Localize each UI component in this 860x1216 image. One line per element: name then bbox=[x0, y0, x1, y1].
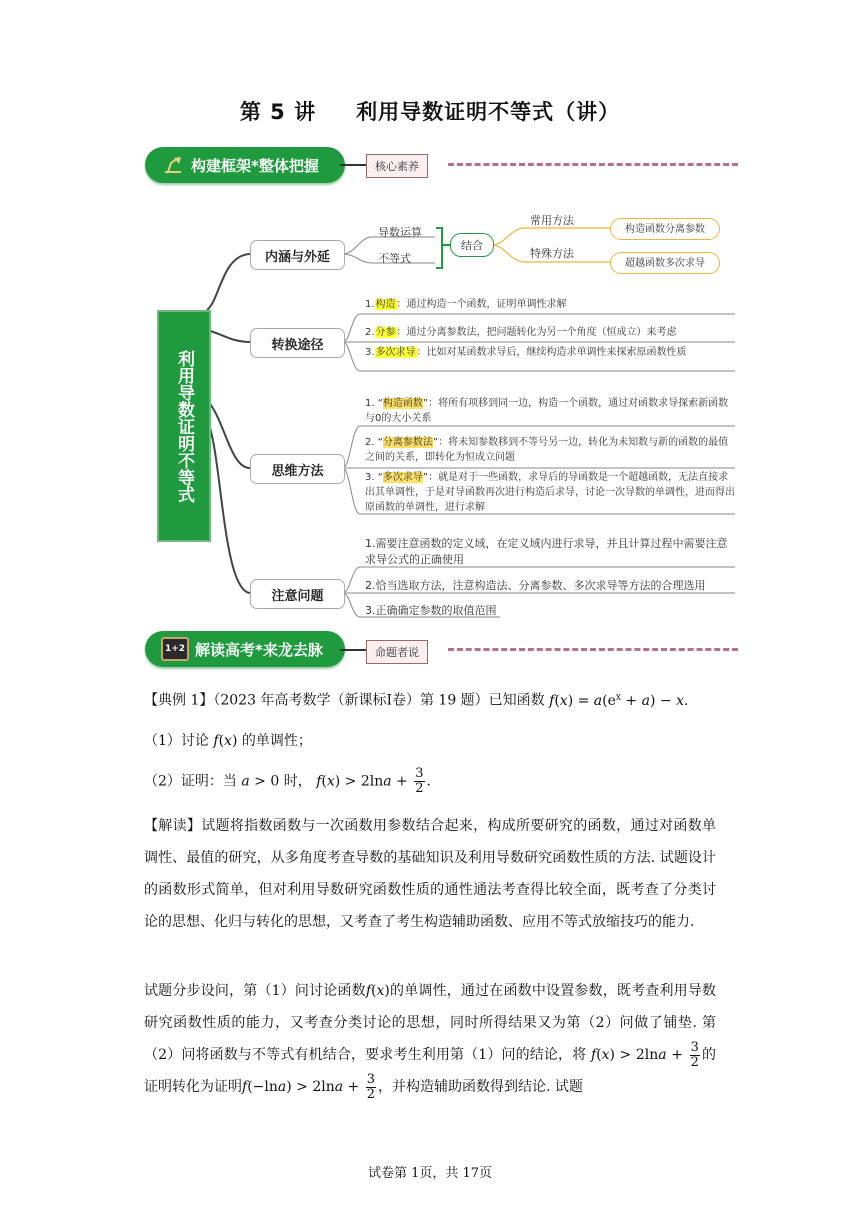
section-tag: 核心素养 bbox=[366, 154, 428, 178]
question-2: （2）证明：当 a > 0 时， f(x) > 2lna + $\frac{3}{2}$ . bbox=[144, 766, 431, 796]
page-footer: 试卷第 1页，共 17页 bbox=[367, 1166, 493, 1181]
caution-item-2: 2.恰当选取方法，注意构造法、分离参数、多次求导等方法的合理选用 bbox=[365, 579, 706, 592]
lecture-number: 第 5 讲 bbox=[239, 100, 317, 124]
dashed-divider bbox=[448, 648, 738, 651]
method-common-note: 构造函数分离参数 bbox=[610, 218, 720, 240]
sub-inequality: 不等式 bbox=[378, 252, 411, 265]
branch-conversion: 转换途径 bbox=[250, 328, 345, 358]
caution-item-1: 1.需要注意函数的定义域，在定义域内进行求导，并且计算过程中需要注意求导公式的正确使用 bbox=[365, 537, 728, 566]
blackboard-icon: 1+2 bbox=[161, 637, 189, 661]
branch-thinking: 思维方法 bbox=[250, 454, 345, 484]
thinking-item-3: 3. “多次求导”：就是对于一些函数，求导后的导函数是一个超越函数，无法直接求出其单调性，于是对导函数再次进行构造后求导，讨论一次导数的单调性，进而得出原函数的单调性，进行求解 bbox=[365, 472, 735, 513]
method-common: 常用方法 bbox=[530, 214, 574, 227]
branch-caution: 注意问题 bbox=[250, 579, 345, 609]
thinking-item-2: 2. “分离参数法”：将未知参数移到不等号另一边，转化为未知数与新的函数的最值之间的关系，即转化为恒成立问题 bbox=[365, 437, 729, 463]
sub-derivative-ops: 导数运算 bbox=[378, 226, 422, 239]
method-special: 特殊方法 bbox=[530, 247, 574, 260]
caution-item-3: 3.正确确定参数的取值范围 bbox=[365, 604, 497, 617]
example-statement: 【典例 1】（2023 年高考数学（新课标Ⅰ卷）第 19 题）已知函数 $f(x) = a(e^x + a) - x$. bbox=[144, 692, 689, 709]
section-title: 构建框架*整体把握 bbox=[191, 156, 319, 175]
function-formula: $f(x) = a(e^x + a) - x$. bbox=[549, 692, 689, 709]
conversion-item-1: 1.构造：通过构造一个函数，证明单调性求解 bbox=[365, 299, 567, 310]
lecture-name: 利用导数证明不等式（讲） bbox=[356, 100, 621, 124]
thinking-item-1: 1. “构造函数”：将所有项移到同一边，构造一个函数，通过对函数求导探索新函数与0的大小关系 bbox=[365, 398, 729, 424]
mindmap-root: 利用导数证明不等式 bbox=[157, 310, 211, 542]
join-node: 结合 bbox=[450, 233, 494, 257]
branch-connotation: 内涵与外延 bbox=[250, 240, 345, 270]
section-tag: 命题者说 bbox=[366, 640, 428, 664]
question-1: （1）讨论 f(x) 的单调性； bbox=[144, 733, 312, 749]
section-title: 解读高考*来龙去脉 bbox=[195, 640, 323, 659]
section-header-exam bbox=[145, 631, 345, 667]
analysis-paragraph-2: 试题分步设问，第（1）问讨论函数f(x)的单调性，通过在函数中设置参数，既考查利用导数研究函数性质的能力，又考查分类讨论的思想，同时所得结果又为第（2）问做了铺垫. 第（2）问将函数与不等式有机结合，要求考生利用第（1）问的结论，将 f(x) > 2lna + $\frac{3}{2}$ 的证明转化为证明f(−lna) > 2lna + $\frac{3}{2}$ ，并构造辅助函数得到结论. 试题 bbox=[144, 983, 716, 1102]
conversion-item-2: 2.分参：通过分离参数法，把问题转化为另一个角度（恒成立）来考虑 bbox=[365, 327, 677, 338]
connector-line bbox=[340, 649, 366, 651]
conversion-item-3: 3.多次求导：比如对某函数求导后，继续构造求单调性来探索原函数性质 bbox=[365, 347, 687, 358]
analysis-paragraph-1: 【解读】试题将指数函数与一次函数用参数结合起来，构成所要研究的函数，通过对函数单调性、最值的研究，从多角度考查导数的基础知识及利用导数研究函数性质的方法. 试题设计的函数形式简单，但对利用导数研究函数性质的通性通法考查得比较全面，既考查了分类讨论的思想、化归与转化的思想，又考查了考生构造辅助函数、应用不等式放缩技巧的能力. bbox=[144, 818, 717, 930]
method-special-note: 超越函数多次求导 bbox=[610, 252, 720, 274]
